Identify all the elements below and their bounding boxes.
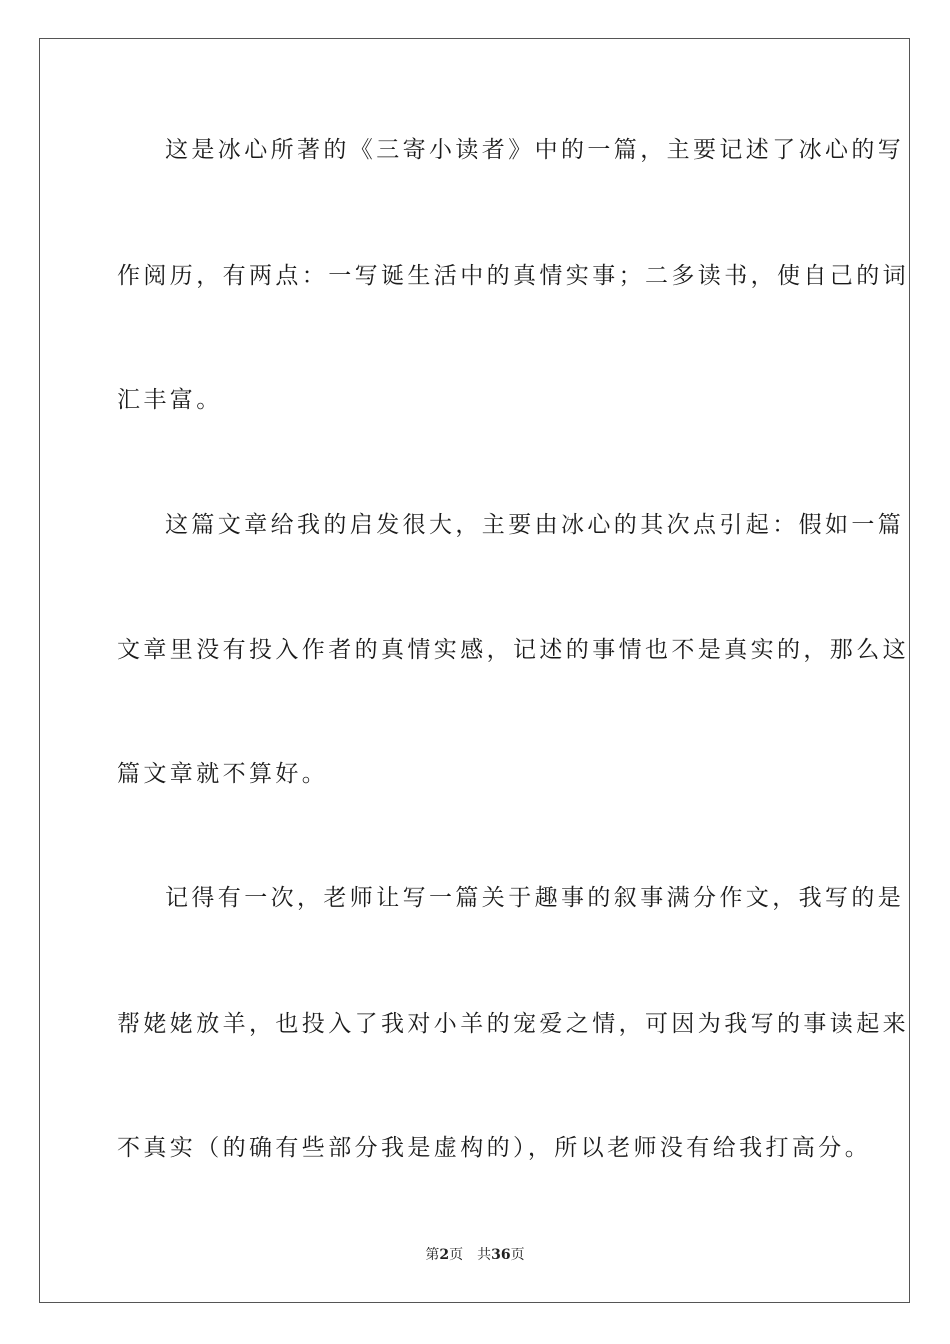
page-prefix: 第	[425, 1247, 440, 1263]
paragraph-2-line-3: 篇文章就不算好。	[117, 761, 329, 787]
paragraph-2-line-2: 文章里没有投入作者的真情实感，记述的事情也不是真实的，那么这	[117, 637, 909, 663]
paragraph-1-line-2: 作阅历，有两点：一写诞生活中的真情实事；二多读书，使自己的词	[117, 263, 909, 289]
total-suffix: 页	[510, 1247, 525, 1263]
paragraph-3-line-3: 不真实（的确有些部分我是虚构的），所以老师没有给我打高分。	[117, 1135, 872, 1161]
total-pages: 36	[491, 1247, 511, 1263]
paragraph-3-line-2: 帮姥姥放羊，也投入了我对小羊的宠爱之情，可因为我写的事读起来	[117, 1011, 909, 1037]
page-number: 2	[439, 1247, 450, 1263]
page-suffix: 页	[449, 1247, 464, 1263]
paragraph-2-line-1: 这篇文章给我的启发很大，主要由冰心的其次点引起：假如一篇	[165, 512, 905, 538]
paragraph-3-line-1: 记得有一次，老师让写一篇关于趣事的叙事满分作文，我写的是	[165, 885, 905, 911]
total-prefix: 共	[477, 1247, 492, 1263]
page-footer	[0, 1246, 950, 1264]
page-border	[39, 38, 910, 1303]
paragraph-1-line-1: 这是冰心所著的《三寄小读者》中的一篇，主要记述了冰心的写	[165, 137, 905, 163]
paragraph-1-line-3: 汇丰富。	[117, 387, 223, 413]
